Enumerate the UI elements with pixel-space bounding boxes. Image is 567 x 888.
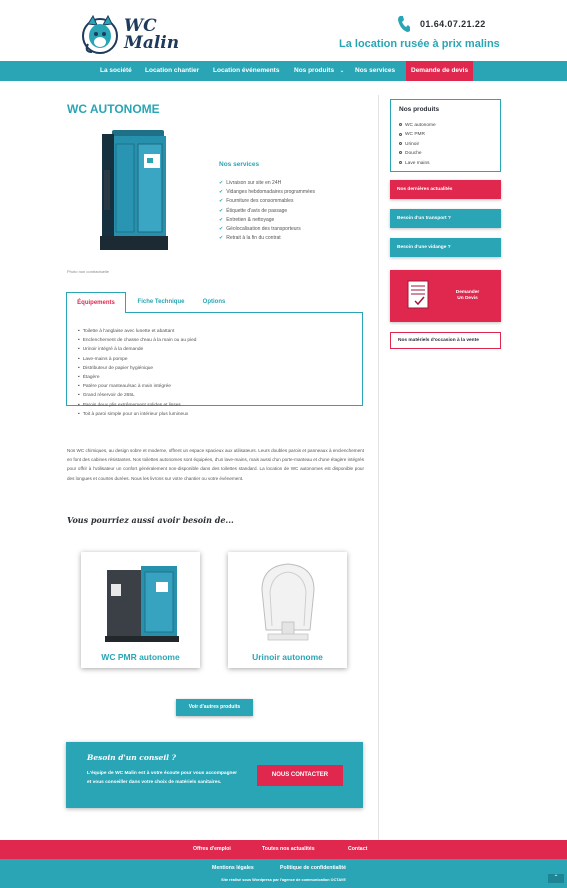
list-item: • Toilette à l'anglaise avec lunette et abattant bbox=[78, 327, 196, 336]
list-item: • Grand réservoir de 265L bbox=[78, 391, 196, 400]
list-item bbox=[219, 234, 315, 243]
service-label: Vidanges hebdomadaires programmées bbox=[226, 189, 316, 196]
circle-bullet-icon bbox=[399, 142, 402, 145]
sidebar-vidange-button[interactable]: Besoin d'une vidange ? bbox=[390, 238, 501, 257]
services-title: Nos services bbox=[219, 161, 260, 168]
list-item: • Étagère bbox=[78, 373, 196, 382]
circle-bullet-icon bbox=[399, 151, 402, 154]
list-item: • Toit à paroi simple pour un intérieur plus lumineux bbox=[78, 410, 196, 419]
footer-link-confidentialite[interactable]: Politique de confidentialité bbox=[280, 865, 347, 871]
sidebar-devis-label-1: Demander bbox=[455, 290, 480, 295]
advice-box bbox=[66, 742, 363, 808]
sidebar-item-urinoir[interactable] bbox=[399, 140, 436, 149]
wc-autonome-image bbox=[98, 130, 170, 253]
service-label: Retrait à la fin du contrat bbox=[226, 235, 281, 242]
chevron-down-icon: ⌄ bbox=[339, 68, 345, 74]
equipments-list bbox=[78, 327, 196, 419]
list-item: • Enclenchement de chasse d'eau à la main ou au pied bbox=[78, 336, 196, 345]
scroll-to-top-button[interactable] bbox=[548, 874, 564, 883]
urinoir-image bbox=[248, 560, 327, 644]
check-icon: ✔ bbox=[219, 226, 224, 233]
footer-link-offres[interactable]: Offres d'emploi bbox=[193, 846, 231, 852]
check-icon: ✔ bbox=[219, 207, 224, 214]
related-card-label: WC PMR autonome bbox=[101, 652, 180, 662]
nav-item-location-evenements[interactable]: Location événements bbox=[213, 67, 280, 74]
tagline: La location rusée à prix malins bbox=[339, 38, 500, 50]
list-item bbox=[219, 179, 315, 188]
check-icon: ✔ bbox=[219, 216, 224, 223]
logo-wordmark bbox=[124, 18, 179, 52]
sidebar-divider bbox=[378, 95, 379, 840]
sidebar-item-wc-autonome[interactable] bbox=[399, 121, 436, 130]
list-item bbox=[219, 216, 315, 225]
footer-credit[interactable]: Site réalisé sous Wordpress par l'agence de communication OCTAVE bbox=[221, 878, 346, 882]
nav-demande-devis-button[interactable]: Demande de devis bbox=[406, 61, 473, 81]
logo-line-2: Malin bbox=[124, 33, 180, 53]
list-item: • Patère pour manteau/sac à main intégrée bbox=[78, 382, 196, 391]
nav-item-location-chantier[interactable]: Location chantier bbox=[145, 67, 200, 74]
list-item: • Lave-mains à pompe bbox=[78, 355, 196, 364]
footer-link-actualites[interactable]: Toutes nos actualités bbox=[262, 846, 315, 852]
check-icon: ✔ bbox=[219, 198, 224, 205]
sidebar-item-label: Lave mains bbox=[405, 160, 430, 166]
list-item bbox=[219, 197, 315, 206]
tab-options[interactable]: Options bbox=[202, 299, 226, 305]
nav-item-nos-produits[interactable] bbox=[294, 61, 344, 81]
phone-number[interactable]: 01.64.07.21.22 bbox=[420, 19, 486, 29]
chevron-up-icon: ⌃ bbox=[553, 875, 559, 881]
sidebar-devis-button[interactable] bbox=[390, 270, 501, 322]
advice-title: Besoin d'un conseil ? bbox=[87, 753, 177, 762]
service-label: Livraison sur site en 24H bbox=[226, 180, 282, 186]
list-item: • Parois deux plis extrêmement solides et lisses bbox=[78, 401, 196, 410]
sidebar-item-lave-mains[interactable] bbox=[399, 159, 436, 168]
check-icon: ✔ bbox=[219, 189, 224, 196]
sidebar-item-label: Douche bbox=[405, 151, 422, 157]
services-list bbox=[219, 179, 315, 243]
list-item: • Urinoir intégré à la demande bbox=[78, 345, 196, 354]
service-label: Géolocalisation des transporteurs bbox=[226, 226, 301, 233]
circle-bullet-icon bbox=[399, 133, 402, 136]
page-title: WC AUTONOME bbox=[67, 102, 160, 116]
footer-top-bar bbox=[0, 840, 567, 859]
document-check-icon bbox=[407, 280, 429, 309]
footer-bottom-bar bbox=[0, 859, 567, 888]
tab-panel bbox=[66, 312, 363, 417]
nav-item-nos-produits-label: Nos produits bbox=[294, 67, 335, 74]
related-card-urinoir[interactable] bbox=[228, 552, 347, 668]
main-nav bbox=[0, 61, 567, 81]
circle-bullet-icon bbox=[399, 161, 402, 164]
list-item bbox=[219, 207, 315, 216]
sidebar-item-douche[interactable] bbox=[399, 149, 436, 158]
sidebar-item-label: WC PMR bbox=[405, 132, 425, 138]
sidebar-products-list bbox=[399, 121, 436, 168]
sidebar-news-button[interactable]: Nos dernières actualités bbox=[390, 180, 501, 199]
tab-equipements[interactable]: Équipements bbox=[66, 292, 126, 313]
product-description: Nos WC chimiques, au design sobre et moderne, offrent un espace spacieux aux utilisateurs. Leurs doubles parois et panneaux à enclenchement en font des cabines résistantes. Nos toilettes autonomes sont équipées, d'un lave-mains, mais aussi d'un porte-manteau et d'une étagère intégrés pour offrir à l'utilisateur un confort généralement non-disponible dans des toilettes standard. La location de WC autonomes est disponible pour des longues et courtes durées. Nous les livrons sur votre chantier ou votre évènement. bbox=[67, 448, 364, 481]
tab-bar bbox=[66, 292, 363, 313]
logo-line-1: WC bbox=[124, 16, 157, 36]
related-card-wc-pmr[interactable] bbox=[81, 552, 200, 668]
nav-item-nos-services[interactable]: Nos services bbox=[355, 67, 396, 74]
phone-icon bbox=[397, 15, 411, 33]
wc-pmr-image bbox=[101, 560, 180, 644]
site-header bbox=[0, 0, 567, 62]
sidebar-item-label: WC autonome bbox=[405, 123, 436, 128]
related-card-label: Urinoir autonome bbox=[252, 652, 323, 662]
sidebar-products-title: Nos produits bbox=[399, 106, 440, 113]
list-item bbox=[219, 188, 315, 197]
list-item bbox=[219, 225, 315, 234]
service-label: Entretien & nettoyage bbox=[226, 216, 275, 223]
tab-fiche-technique[interactable]: Fiche Technique bbox=[137, 299, 185, 305]
photo-disclaimer: Photo non contractuelle bbox=[67, 269, 110, 274]
related-title: Vous pourriez aussi avoir besoin de... bbox=[67, 515, 234, 525]
sidebar-devis-label-2: Un Devis bbox=[457, 296, 478, 301]
sidebar-transport-button[interactable]: Besoin d'un transport ? bbox=[390, 209, 501, 228]
check-icon: ✔ bbox=[219, 235, 224, 242]
sidebar-occasion-button[interactable]: Nos matériels d'occasion à la vente bbox=[390, 332, 501, 349]
check-icon: ✔ bbox=[219, 180, 224, 186]
sidebar-item-label: Urinoir bbox=[405, 141, 420, 147]
advice-text: L'équipe de WC Malin est à votre écoute pour vous accompagner et vous conseiller dans votre choix de matériels sanitaires. bbox=[87, 771, 237, 786]
sidebar-products-box bbox=[390, 99, 501, 172]
service-label: Étiquette d'avis de passage bbox=[226, 207, 288, 214]
footer-link-mentions[interactable]: Mentions légales bbox=[212, 865, 254, 871]
more-products-button[interactable]: Voir d'autres produits bbox=[176, 699, 253, 716]
list-item: • Distributeur de papier hygiénique bbox=[78, 364, 196, 373]
nav-item-societe[interactable]: La société bbox=[100, 67, 132, 74]
service-label: Fourniture des consommables bbox=[226, 198, 294, 205]
contact-button[interactable]: NOUS CONTACTER bbox=[257, 765, 343, 786]
product-tabs bbox=[66, 292, 363, 417]
circle-bullet-icon bbox=[399, 123, 402, 126]
footer-link-contact[interactable]: Contact bbox=[348, 846, 368, 852]
sidebar-item-wc-pmr[interactable] bbox=[399, 130, 436, 139]
